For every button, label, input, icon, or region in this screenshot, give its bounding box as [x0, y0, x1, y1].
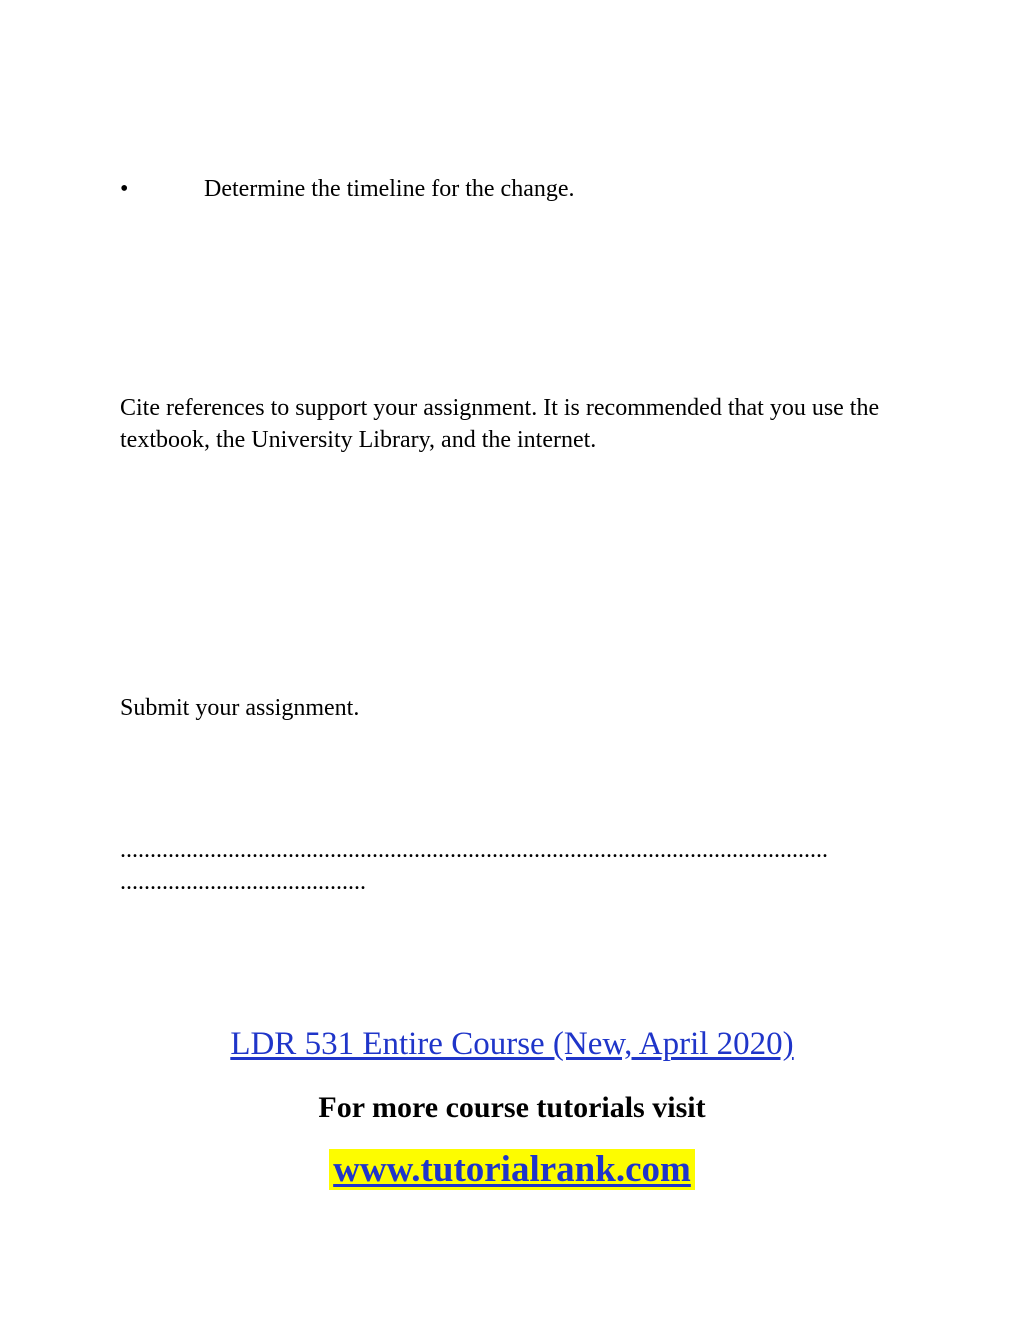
bullet-glyph: • — [120, 176, 129, 202]
visit-heading: For more course tutorials visit — [318, 1091, 706, 1124]
course-link-row — [0, 1022, 1024, 1066]
cite-references-paragraph: Cite references to support your assignment. It is recommended that you use the textbook, the University Library, and the internet. — [120, 395, 880, 453]
dotted-separator-line-1: ...................................................................................................................... — [120, 837, 828, 863]
bullet-text: Determine the timeline for the change. — [204, 176, 575, 202]
dotted-separator-line-2: ......................................... — [120, 869, 366, 895]
submit-paragraph: Submit your assignment. — [120, 695, 360, 721]
dotted-separator — [120, 834, 900, 898]
site-link-row — [0, 1146, 1024, 1194]
site-link[interactable]: www.tutorialrank.com — [329, 1149, 695, 1190]
course-link[interactable]: LDR 531 Entire Course (New, April 2020) — [230, 1026, 794, 1062]
bullet-item — [120, 173, 575, 205]
